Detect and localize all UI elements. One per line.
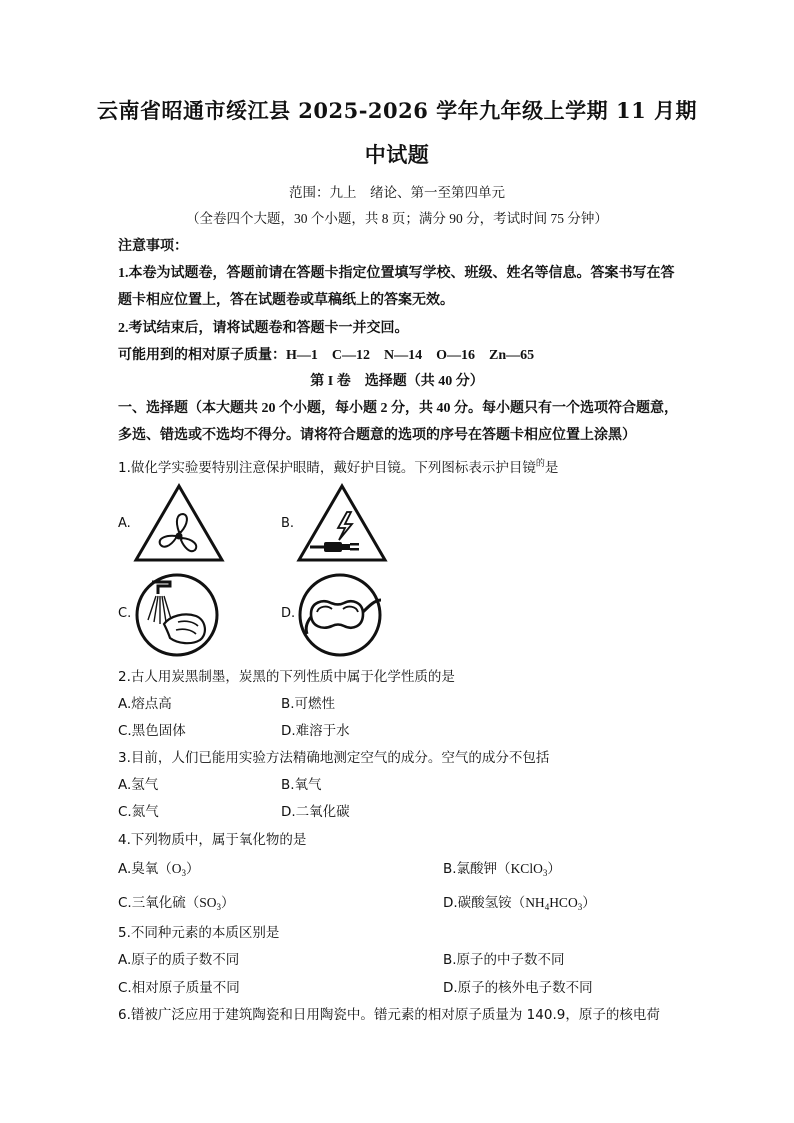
question-2-stem: 2.古人用炭黑制墨，炭黑的下列性质中属于化学性质的是: [118, 669, 455, 685]
fan-warning-icon: [133, 483, 225, 563]
q4-option-c-formula: SO: [199, 895, 217, 910]
q4-option-d-formula-1: NH: [525, 895, 545, 910]
question-6-stem: 6.镨被广泛应用于建筑陶瓷和日用陶瓷中。镨元素的相对原子质量为 140.9，原子的核电荷: [118, 1007, 660, 1023]
q4-option-b-formula: KClO: [510, 861, 543, 876]
question-1-stem-small: 的: [535, 459, 545, 469]
q4-option-b-text: B.氯酸钾（: [443, 861, 511, 877]
q4-option-a-text: A.臭氧（: [118, 861, 172, 877]
question-1-stem: [118, 456, 558, 476]
question-3-stem: 3.目前，人们已能用实验方法精确地测定空气的成分。空气的成分不包括: [118, 750, 550, 766]
q1-option-d-label: D.: [281, 606, 296, 621]
question-1-stem-text: 1.做化学实验要特别注意保护眼睛，戴好护目镜。下列图标表示护目镜: [118, 460, 536, 476]
exam-info: （全卷四个大题，30 个小题，共 8 页；满分 90 分，考试时间 75 分钟）: [186, 211, 608, 226]
q3-option-b: B.氧气: [281, 777, 322, 793]
section-title: 第 I 卷 选择题（共 40 分）: [310, 374, 484, 389]
q1-option-b-label: B.: [281, 516, 295, 531]
exam-title-line2: 中试题: [364, 142, 430, 167]
q4-option-c: [118, 891, 234, 912]
q5-option-d: D.原子的核外电子数不同: [443, 980, 593, 996]
q4-option-d-end: ）: [582, 895, 596, 911]
notes-item2: 2.考试结束后，请将试题卷和答题卡一并交回。: [118, 321, 409, 336]
q4-option-b-end: ）: [547, 861, 561, 877]
q4-option-d-sub-1: 4: [544, 902, 550, 912]
q3-option-a: A.氢气: [118, 777, 159, 793]
q4-option-b-sub: 3: [542, 868, 548, 878]
atomic-masses: 可能用到的相对原子质量：H—1 C—12 N—14 O—16 Zn—65: [118, 348, 535, 363]
q2-option-d: D.难溶于水: [281, 723, 350, 739]
question-4-stem: 4.下列物质中，属于氧化物的是: [118, 832, 307, 848]
q4-option-c-sub: 3: [216, 902, 221, 912]
q3-option-c: C.氮气: [118, 804, 159, 820]
q4-option-d-sub-2: 3: [577, 902, 583, 912]
q5-option-c: C.相对原子质量不同: [118, 980, 240, 996]
q4-option-d: [443, 891, 596, 912]
q4-option-a-sub: 3: [181, 868, 187, 878]
q5-option-a: A.原子的质子数不同: [118, 952, 240, 968]
q1-option-c-label: C.: [118, 606, 132, 621]
notes-item1-line2: 题卡相应位置上，答在试题卷或草稿纸上的答案无效。: [118, 293, 454, 308]
exam-title-line1: 云南省昭通市绥江县 2025-2026 学年九年级上学期 11 月期: [96, 98, 698, 123]
notes-heading: 注意事项：: [118, 239, 188, 254]
q2-option-b: B.可燃性: [281, 696, 336, 712]
section-intro-line2: 多选、错选或不选均不得分。请将符合题意的选项的序号在答题卡相应位置上涂黑）: [118, 428, 636, 443]
q4-option-a-end: ）: [186, 861, 200, 877]
hand-washing-icon: [134, 572, 220, 658]
q4-option-b: [443, 857, 561, 878]
exam-scope: 范围：九上 绪论、第一至第四单元: [289, 185, 505, 200]
q1-option-a-label: A.: [118, 516, 131, 531]
q2-option-c: C.黑色固体: [118, 723, 186, 739]
q2-option-a: A.熔点高: [118, 696, 172, 712]
q4-option-a-formula: O: [171, 861, 182, 876]
q4-option-c-text: C.三氧化硫（: [118, 895, 200, 911]
section-intro-line1: 一、选择题（本大题共 20 个小题，每小题 2 分，共 40 分。每小题只有一个选项符合题意，: [118, 401, 678, 416]
question-1-stem-end: 是: [544, 460, 559, 476]
q3-option-d: D.二氧化碳: [281, 804, 350, 820]
q4-option-d-formula-2: HCO: [549, 895, 578, 910]
q4-option-d-text: D.碳酸氢铵（: [443, 895, 526, 911]
question-5-stem: 5.不同种元素的本质区别是: [118, 925, 280, 941]
goggles-icon: [297, 572, 383, 658]
q4-option-a: [118, 857, 200, 878]
q5-option-b: B.原子的中子数不同: [443, 952, 565, 968]
q4-option-c-end: ）: [220, 895, 235, 911]
notes-item1-line1: 1.本卷为试题卷，答题前请在答题卡指定位置填写学校、班级、姓名等信息。答案书写在答: [118, 266, 675, 281]
electricity-warning-icon: [296, 483, 388, 563]
